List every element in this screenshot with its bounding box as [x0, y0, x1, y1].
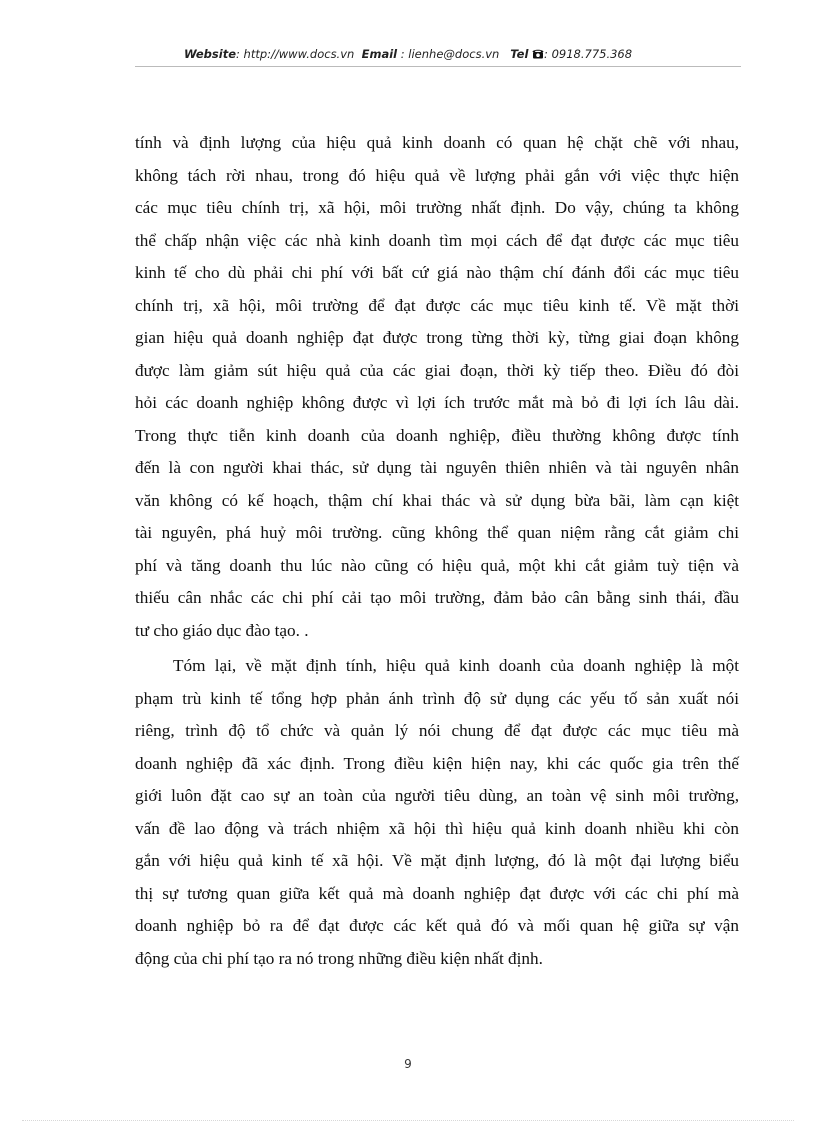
- text-line: kinh tế cho dù phải chi phí với bất cứ giá nào thậm chí đánh đổi các mục tiêu: [135, 263, 739, 282]
- text-line: doanh nghiệp đã xác định. Trong điều kiện hiện nay, khi các quốc gia trên thế: [135, 753, 739, 773]
- text-line: văn không có kế hoạch, thậm chí khai thác và sử dụng bừa bãi, làm cạn kiệt: [135, 490, 739, 510]
- text-line: phạm trù kinh tế tổng hợp phản ánh trình độ sử dụng các yếu tố sản xuất nói: [135, 688, 739, 708]
- text-line: các mục tiêu chính trị, xã hội, môi trường nhất định. Do vậy, chúng ta không: [135, 198, 739, 217]
- tel-value: : 0918.775.368: [544, 47, 633, 61]
- page-header: [0, 47, 816, 62]
- text-line: gắn với hiệu quả kinh tế xã hội. Về mặt định lượng, đó là một đại lượng biểu: [135, 851, 739, 870]
- text-line: thị sự tương quan giữa kết quả mà doanh nghiệp đạt được với các chi phí mà: [135, 883, 739, 903]
- text-line: tư cho giáo dục đào tạo. .: [135, 620, 309, 640]
- text-line: động của chi phí tạo ra nó trong những điều kiện nhất định.: [135, 948, 543, 968]
- email-label: Email: [361, 47, 398, 61]
- text-line: chính trị, xã hội, môi trường để đạt được các mục tiêu kinh tế. Về mặt thời: [135, 295, 739, 315]
- text-line: doanh nghiệp bỏ ra để đạt được các kết quả đó và mối quan hệ giữa sự vận: [135, 916, 739, 935]
- text-line: phí và tăng doanh thu lúc nào cũng có hiệu quả, một khi cắt giảm tuỳ tiện và: [135, 555, 739, 575]
- text-line: riêng, trình độ tổ chức và quản lý nói chung để đạt được các mục tiêu mà: [135, 721, 739, 740]
- phone-icon: [532, 48, 544, 62]
- website-label: Website: [183, 47, 237, 61]
- text-line: thể chấp nhận việc các nhà kinh doanh tìm mọi cách để đạt được các mục tiêu: [135, 230, 739, 250]
- text-line: tính và định lượng của hiệu quả kinh doanh có quan hệ chặt chẽ với nhau,: [135, 133, 739, 152]
- text-line: thiếu cân nhắc các chi phí cải tạo môi trường, đảm bảo cân bằng sinh thái, đầu: [135, 588, 739, 607]
- page-number: 9: [404, 1057, 412, 1071]
- email-value: : lienhe@docs.vn: [397, 47, 500, 61]
- text-line: vấn đề lao động và trách nhiệm xã hội thì hiệu quả kinh doanh nhiều khi còn: [135, 818, 739, 838]
- text-line: Tóm lại, về mặt định tính, hiệu quả kinh doanh của doanh nghiệp là một: [173, 656, 739, 675]
- text-line: gian hiệu quả doanh nghiệp đạt được trong từng thời kỳ, từng giai đoạn không: [135, 328, 739, 347]
- text-line: Trong thực tiễn kinh doanh của doanh nghiệp, điều thường không được tính: [135, 425, 739, 445]
- text-line: tài nguyên, phá huỷ môi trường. cũng không thể quan niệm rằng cắt giảm chi: [135, 523, 739, 542]
- footer-divider: [22, 1120, 794, 1121]
- text-line: được làm giảm sút hiệu quả của các giai đoạn, thời kỳ tiếp theo. Điều đó đòi: [135, 360, 739, 380]
- text-line: hỏi các doanh nghiệp không được vì lợi ích trước mắt mà bỏ đi lợi ích lâu dài.: [135, 393, 739, 412]
- text-line: không tách rời nhau, trong đó hiệu quả về lượng phải gắn với việc thực hiện: [135, 165, 739, 185]
- header-divider: [135, 66, 741, 67]
- paragraph-1: [135, 127, 739, 647]
- paragraph-2: [135, 650, 739, 975]
- text-line: đến là con người khai thác, sử dụng tài nguyên thiên nhiên và tài nguyên nhân: [135, 458, 739, 477]
- text-line: giới luôn đặt cao sự an toàn của người tiêu dùng, an toàn vệ sinh môi trường,: [135, 786, 739, 805]
- tel-label: Tel: [510, 47, 529, 61]
- website-value: : http://www.docs.vn: [236, 47, 355, 61]
